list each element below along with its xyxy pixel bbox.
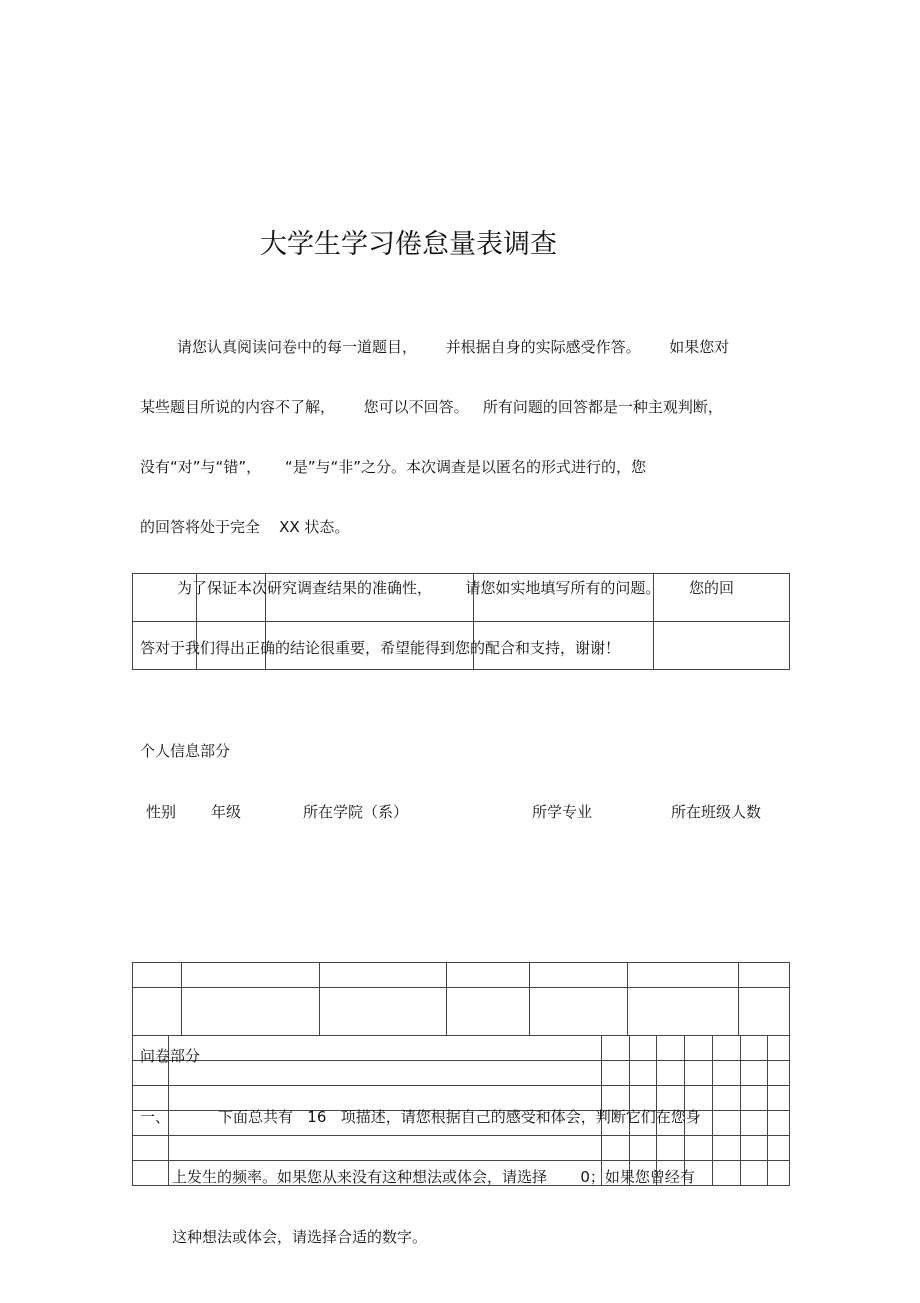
intro-line-3: 没有“对”与“错”， “是”与“非”之分。本次调查是以匿名的形式进行的，您 <box>140 458 647 476</box>
intro-line-2: 某些题目所说的内容不了解， 您可以不回答。 所有问题的回答都是一种主观判断， <box>140 398 723 416</box>
questionnaire-heading: 问卷部分 <box>140 1047 201 1065</box>
personal-heading: 个人信息部分 <box>140 742 231 760</box>
instruction-line-1: 下面总共有 16 项描述，请您根据自己的感受和体会，判断它们在您身 <box>218 1108 701 1126</box>
field-major: 所学专业 <box>532 803 593 821</box>
field-gender: 性别 <box>146 803 177 821</box>
notice-line-1: 为了保证本次研究调查结果的准确性， 请您如实地填写所有的问题。 您的回 <box>177 579 734 597</box>
intro-line-1: 请您认真阅读问卷中的每一道题目， 并根据自身的实际感受作答。 如果您对 <box>177 338 730 356</box>
field-grade: 年级 <box>211 803 242 821</box>
notice-line-2: 答对于我们得出正确的结论很重要，希望能得到您的配合和支持，谢谢！ <box>140 639 621 657</box>
intro-line-4: 的回答将处于完全 XX 状态。 <box>140 518 350 536</box>
instruction-line-3: 这种想法或体会，请选择合适的数字。 <box>172 1228 428 1246</box>
document-title: 大学生学习倦怠量表调查 <box>260 229 557 260</box>
section-number: 一、 <box>140 1108 171 1126</box>
field-college: 所在学院（系） <box>303 803 409 821</box>
instruction-line-2: 上发生的频率。如果您从来没有这种想法或体会，请选择 0；如果您曾经有 <box>172 1168 695 1186</box>
field-class-size: 所在班级人数 <box>671 803 762 821</box>
